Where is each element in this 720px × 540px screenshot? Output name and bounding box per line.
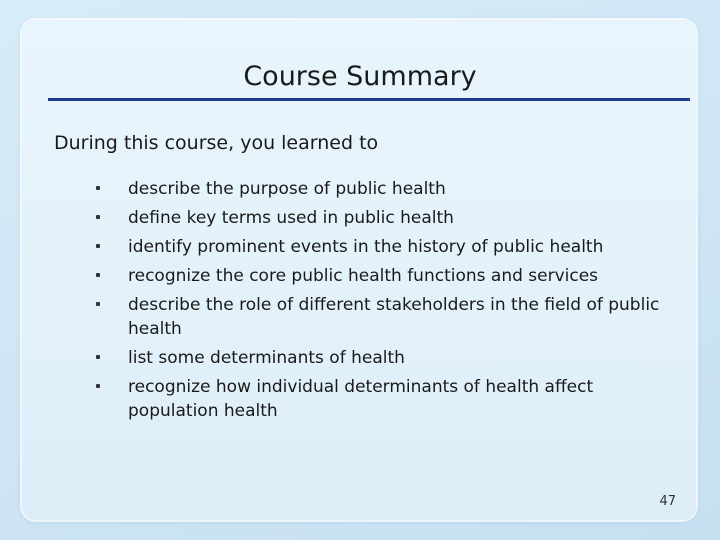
bullet-list xyxy=(96,177,676,428)
slide-title: Course Summary xyxy=(243,61,477,92)
page-number: 47 xyxy=(659,494,676,509)
list-item xyxy=(96,293,676,341)
bullet-icon xyxy=(96,186,100,190)
bullet-icon xyxy=(96,384,100,388)
bullet-text: list some determinants of health xyxy=(128,348,405,368)
list-item xyxy=(96,346,676,370)
bullet-icon xyxy=(96,215,100,219)
list-item xyxy=(96,264,676,288)
list-item xyxy=(96,177,676,201)
list-item xyxy=(96,206,676,230)
bullet-icon xyxy=(96,244,100,248)
bullet-icon xyxy=(96,355,100,359)
bullet-text: identify prominent events in the history of public health xyxy=(128,237,604,257)
list-item xyxy=(96,235,676,259)
bullet-text: describe the role of different stakeholders in the field of public health xyxy=(128,295,660,339)
bullet-icon xyxy=(96,302,100,306)
list-item xyxy=(96,375,676,423)
bullet-text: describe the purpose of public health xyxy=(128,179,446,199)
bullet-text: recognize how individual determinants of health affect population health xyxy=(128,377,594,421)
title-underline xyxy=(48,98,690,101)
bullet-text: define key terms used in public health xyxy=(128,208,454,228)
intro-text: During this course, you learned to xyxy=(54,132,379,154)
bullet-text: recognize the core public health functions and services xyxy=(128,266,599,286)
bullet-icon xyxy=(96,273,100,277)
